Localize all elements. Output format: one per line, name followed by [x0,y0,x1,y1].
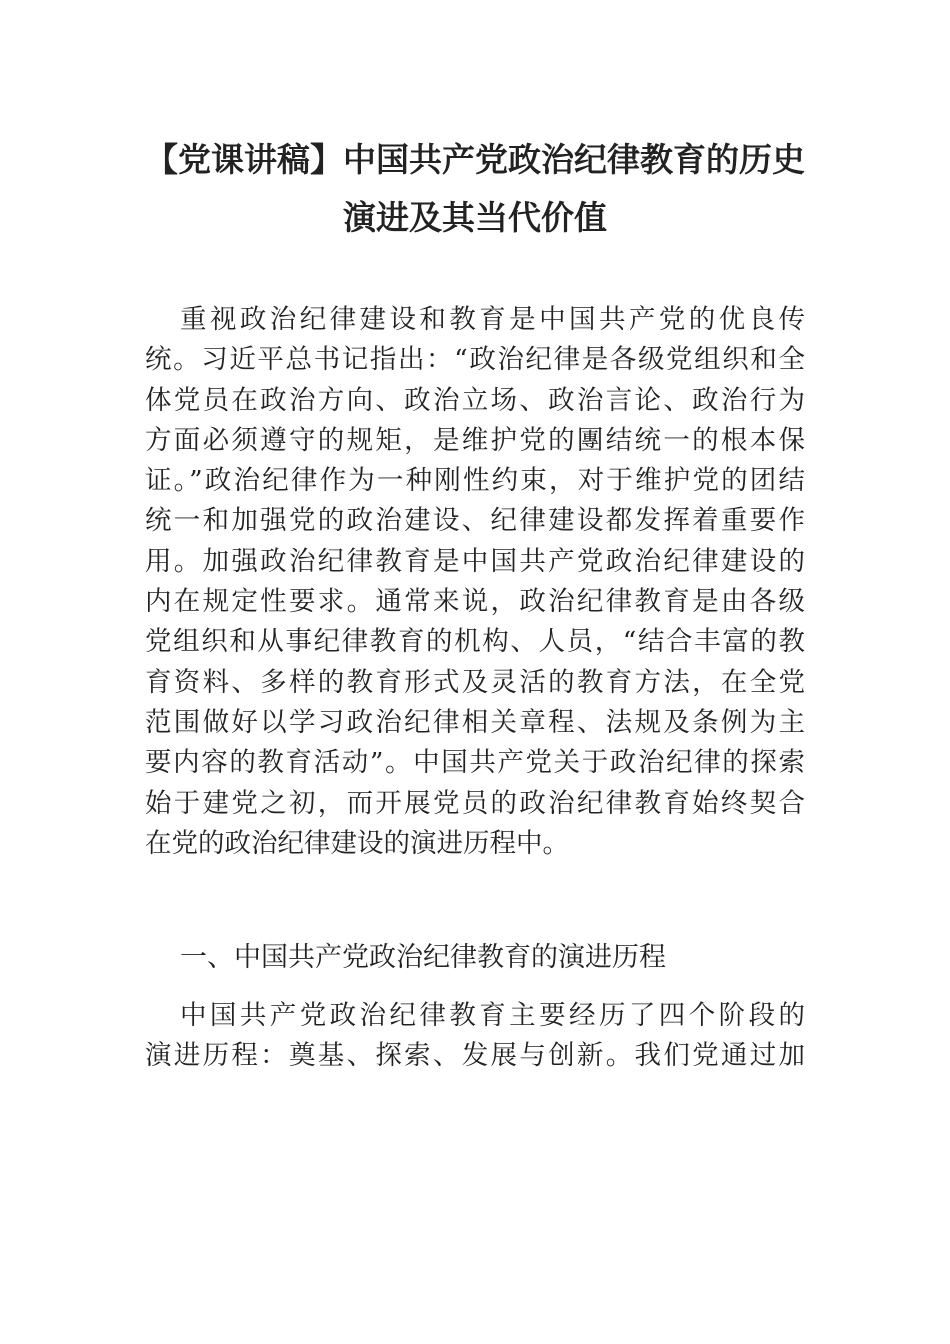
section-heading: 一、中国共产党政治纪律教育的演进历程 [180,942,666,973]
paragraph-line: 用。加强政治纪律教育是中国共产党政治纪律建设的 [145,545,805,577]
paragraph-section-1 [145,996,805,1077]
paragraph-line: 育资料、多样的教育形式及灵活的教育方法，在全党 [145,666,805,698]
paragraph-line: 内在规定性要求。通常来说，政治纪律教育是由各级 [145,586,805,618]
paragraph-line: 重视政治纪律建设和教育是中国共产党的优良传 [180,304,805,335]
paragraph-line: 始于建党之初，而开展党员的政治纪律教育始终契合 [145,787,805,819]
paragraph-line: 体党员在政治方向、政治立场、政治言论、政治行为 [145,384,805,416]
paragraph-line: 要内容的教育活动”。中国共产党关于政治纪律的探索 [145,747,805,779]
paragraph-line: 中国共产党政治纪律教育主要经历了四个阶段的 [180,1000,805,1031]
paragraph-line: 统。习近平总书记指出：“政治纪律是各级党组织和全 [145,344,805,376]
paragraph-line: 证。”政治纪律作为一种刚性约束，对于维护党的团结 [145,465,805,497]
paragraph-line: 在党的政治纪律建设的演进历程中。 [145,827,569,859]
paragraph-line: 党组织和从事纪律教育的机构、人员，“结合丰富的教 [145,626,805,658]
paragraph-line: 方面必须遵守的规矩，是维护党的團结统一的根本保 [145,424,805,456]
paragraph-intro [145,300,805,864]
paragraph-line: 演进历程：奠基、探索、发展与创新。我们党通过加 [145,1040,805,1072]
paragraph-line: 统一和加强党的政治建设、纪律建设都发挥着重要作 [145,505,805,537]
document-title-line-1: 【党课讲稿】中国共产党政治纪律教育的历史 [145,140,805,179]
document-title-line-2: 演进及其当代价值 [343,198,607,237]
paragraph-line: 范围做好以学习政治纪律相关章程、法规及条例为主 [145,706,805,738]
